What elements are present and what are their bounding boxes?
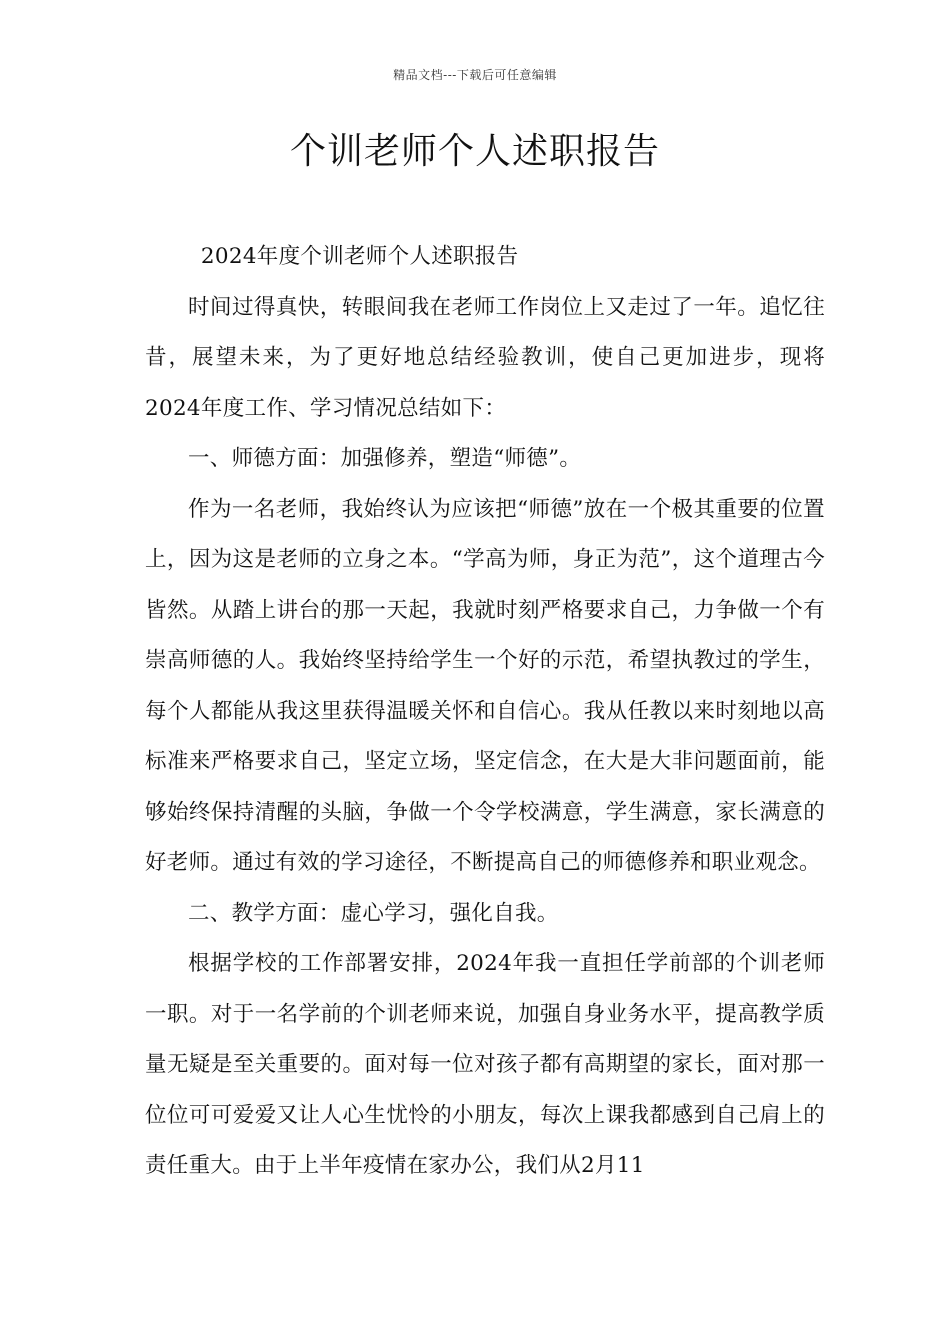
paragraph-intro: 时间过得真快，转眼间我在老师工作岗位上又走过了一年。追忆往昔，展望未来，为了更好地总结经验教训，使自己更加进步，现将2024年度工作、学习情况总结如下： [145,294,825,421]
paragraph-teaching: 根据学校的工作部署安排，2024年我一直担任学前部的个训老师一职。对于一名学前的个训老师来说，加强自身业务水平，提高教学质量无疑是至关重要的。面对每一位对孩子都有高期望的家长，面对那一位位可可爱爱又让人心生忧怜的小朋友，每次上课我都感到自己肩上的责任重大。由于上半年疫情在家办公，我们从2月11 [145,951,825,1178]
section-heading-teaching: 二、教学方面：虚心学习，强化自我。 [188,900,559,926]
section-heading-ethics: 一、师德方面：加强修养，塑造“师德”。 [188,446,582,471]
document-title: 个训老师个人述职报告 [289,131,660,172]
document-subtitle: 2024年度个训老师个人述职报告 [200,244,519,269]
document-body [145,232,825,1192]
header-note: 精品文档---下载后可任意编辑 [393,68,557,82]
paragraph-ethics: 作为一名老师，我始终认为应该把“师德”放在一个极其重要的位置上，因为这是老师的立身之本。“学高为师，身正为范”，这个道理古今皆然。从踏上讲台的那一天起，我就时刻严格要求自己，力争做一个有崇高师德的人。我始终坚持给学生一个好的示范，希望执教过的学生，每个人都能从我这里获得温暖关怀和自信心。我从任教以来时刻地以高标准来严格要求自己，坚定立场，坚定信念，在大是大非问题面前，能够始终保持清醒的头脑，争做一个令学校满意，学生满意，家长满意的好老师。通过有效的学习途径，不断提高自己的师德修养和职业观念。 [145,496,825,875]
